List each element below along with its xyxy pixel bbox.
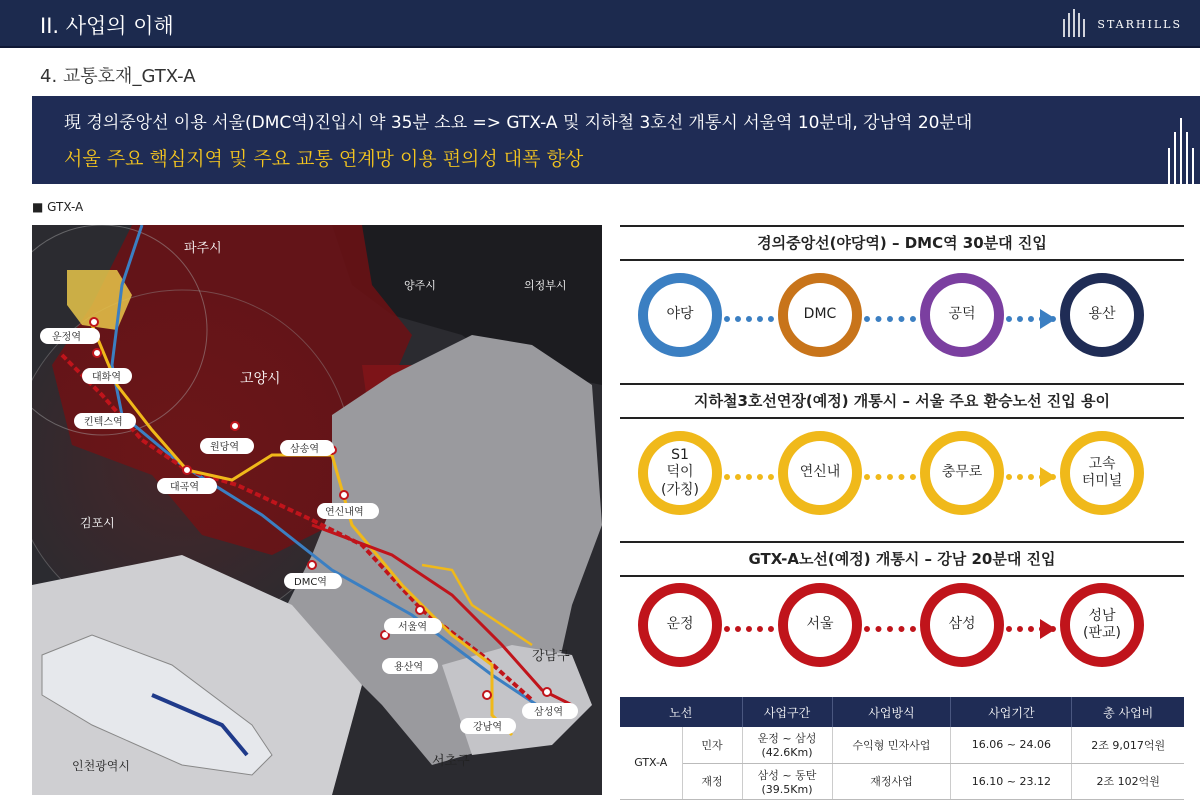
table-cell-line: GTX-A — [620, 727, 682, 799]
table-header-row — [620, 697, 1184, 727]
region-label-seocho: 서초구 — [432, 754, 470, 769]
route-station: S1 덕이 (가칭) — [638, 431, 722, 515]
section-title: 4. 교통호재_GTX-A — [40, 66, 196, 87]
banner-decoration — [1168, 118, 1194, 184]
table-cell-method: 수익형 민자사업 — [832, 727, 951, 763]
station-label-samsong — [280, 440, 334, 456]
route-connector — [864, 316, 916, 322]
banner-line-1: 現 경의중앙선 이용 서울(DMC역)진입시 약 35분 소요 => GTX-A 및 지하철 3호선 개통시 서울역 10분대, 강남역 20분대 — [64, 113, 973, 133]
table-header-section: 사업구간 — [742, 697, 832, 727]
station-label-unjeong — [40, 328, 100, 344]
station-label-gangnam — [460, 718, 516, 734]
route-station: DMC — [778, 273, 862, 357]
station-label-daehwa — [82, 368, 132, 384]
route-title-gyeongui: 경의중앙선(야당역) – DMC역 30분대 진입 — [620, 225, 1184, 261]
region-label-incheon: 인천광역시 — [72, 759, 130, 773]
table-cell-period: 16.06 ~ 24.06 — [951, 727, 1072, 763]
route-arrow-icon — [1040, 309, 1056, 329]
region-label-uijeongbu: 의정부시 — [524, 279, 567, 292]
region-label-gimpo: 김포시 — [80, 516, 115, 530]
svg-text:삼성역: 삼성역 — [534, 707, 563, 718]
table-cell-cost: 2조 102억원 — [1072, 763, 1184, 799]
gtx-a-map — [32, 225, 602, 795]
route-station: 서울 — [778, 583, 862, 667]
svg-text:용산역: 용산역 — [394, 662, 423, 673]
svg-text:DMC역: DMC역 — [294, 577, 327, 588]
route-connector — [864, 474, 916, 480]
svg-text:대곡역: 대곡역 — [170, 482, 199, 493]
svg-text:서울역: 서울역 — [398, 622, 427, 633]
svg-text:운정역: 운정역 — [52, 332, 81, 343]
svg-text:삼송역: 삼송역 — [290, 444, 319, 455]
region-label-gangnam: 강남구 — [532, 649, 570, 664]
table-cell-section: 삼성 ~ 동탄 (39.5Km) — [742, 763, 832, 799]
region-label-goyang: 고양시 — [240, 371, 281, 387]
route-station: 충무로 — [920, 431, 1004, 515]
route-station: 운정 — [638, 583, 722, 667]
route-station: 삼성 — [920, 583, 1004, 667]
svg-text:원당역: 원당역 — [210, 442, 239, 453]
route-station: 고속 터미널 — [1060, 431, 1144, 515]
route-connector — [864, 626, 916, 632]
page-title: II. 사업의 이해 — [40, 14, 174, 38]
map-label: ■ GTX-A — [32, 200, 84, 214]
station-label-wondang — [200, 438, 254, 454]
station-label-yongsan — [382, 658, 438, 674]
region-label-yangju: 양주시 — [404, 279, 436, 292]
svg-text:연신내역: 연신내역 — [325, 507, 364, 518]
route-title-line3: 지하철3호선연장(예정) 개통시 – 서울 주요 환승노선 진입 용이 — [620, 383, 1184, 419]
route-arrow-icon — [1040, 619, 1056, 639]
table-header-period: 사업기간 — [951, 697, 1072, 727]
table-row — [620, 727, 1184, 763]
table-header-method: 사업방식 — [832, 697, 951, 727]
station-label-seoul — [384, 618, 442, 634]
table-cell-method: 재정사업 — [832, 763, 951, 799]
route-station: 공덕 — [920, 273, 1004, 357]
route-arrow-icon — [1040, 467, 1056, 487]
station-label-yeonsinnae — [317, 503, 379, 519]
table-header-cost: 총 사업비 — [1072, 697, 1184, 727]
route-title-gtxa: GTX-A노선(예정) 개통시 – 강남 20분대 진입 — [620, 541, 1184, 577]
route-station: 성남 (판교) — [1060, 583, 1144, 667]
station-label-daegok — [157, 478, 217, 494]
top-bar — [0, 0, 1200, 48]
route-station: 연신내 — [778, 431, 862, 515]
route-station: 용산 — [1060, 273, 1144, 357]
table-cell-section: 운정 ~ 삼성 (42.6Km) — [742, 727, 832, 763]
route-connector — [724, 316, 774, 322]
table-cell-type: 민자 — [682, 727, 742, 763]
svg-text:강남역: 강남역 — [473, 722, 502, 733]
logo-text: STARHILLS — [1097, 17, 1182, 31]
route-connector — [724, 474, 774, 480]
table-cell-period: 16.10 ~ 23.12 — [951, 763, 1072, 799]
map-graphic — [32, 225, 602, 795]
svg-text:킨텍스역: 킨텍스역 — [84, 417, 123, 428]
banner-line-2: 서울 주요 핵심지역 및 주요 교통 연계망 이용 편의성 대폭 향상 — [64, 148, 584, 170]
region-label-paju: 파주시 — [184, 241, 222, 256]
station-label-kintex — [74, 413, 136, 429]
station-label-samseong — [522, 703, 578, 719]
route-station: 야당 — [638, 273, 722, 357]
route-connector — [724, 626, 774, 632]
project-table — [620, 697, 1184, 800]
starhills-logo-icon — [1061, 9, 1089, 39]
table-cell-type: 재정 — [682, 763, 742, 799]
logo — [1061, 9, 1182, 39]
table-cell-cost: 2조 9,017억원 — [1072, 727, 1184, 763]
table-row — [620, 763, 1184, 799]
svg-text:대화역: 대화역 — [92, 372, 121, 383]
summary-banner — [32, 96, 1200, 184]
table-header-line: 노선 — [620, 697, 742, 727]
station-label-dmc — [284, 573, 342, 589]
